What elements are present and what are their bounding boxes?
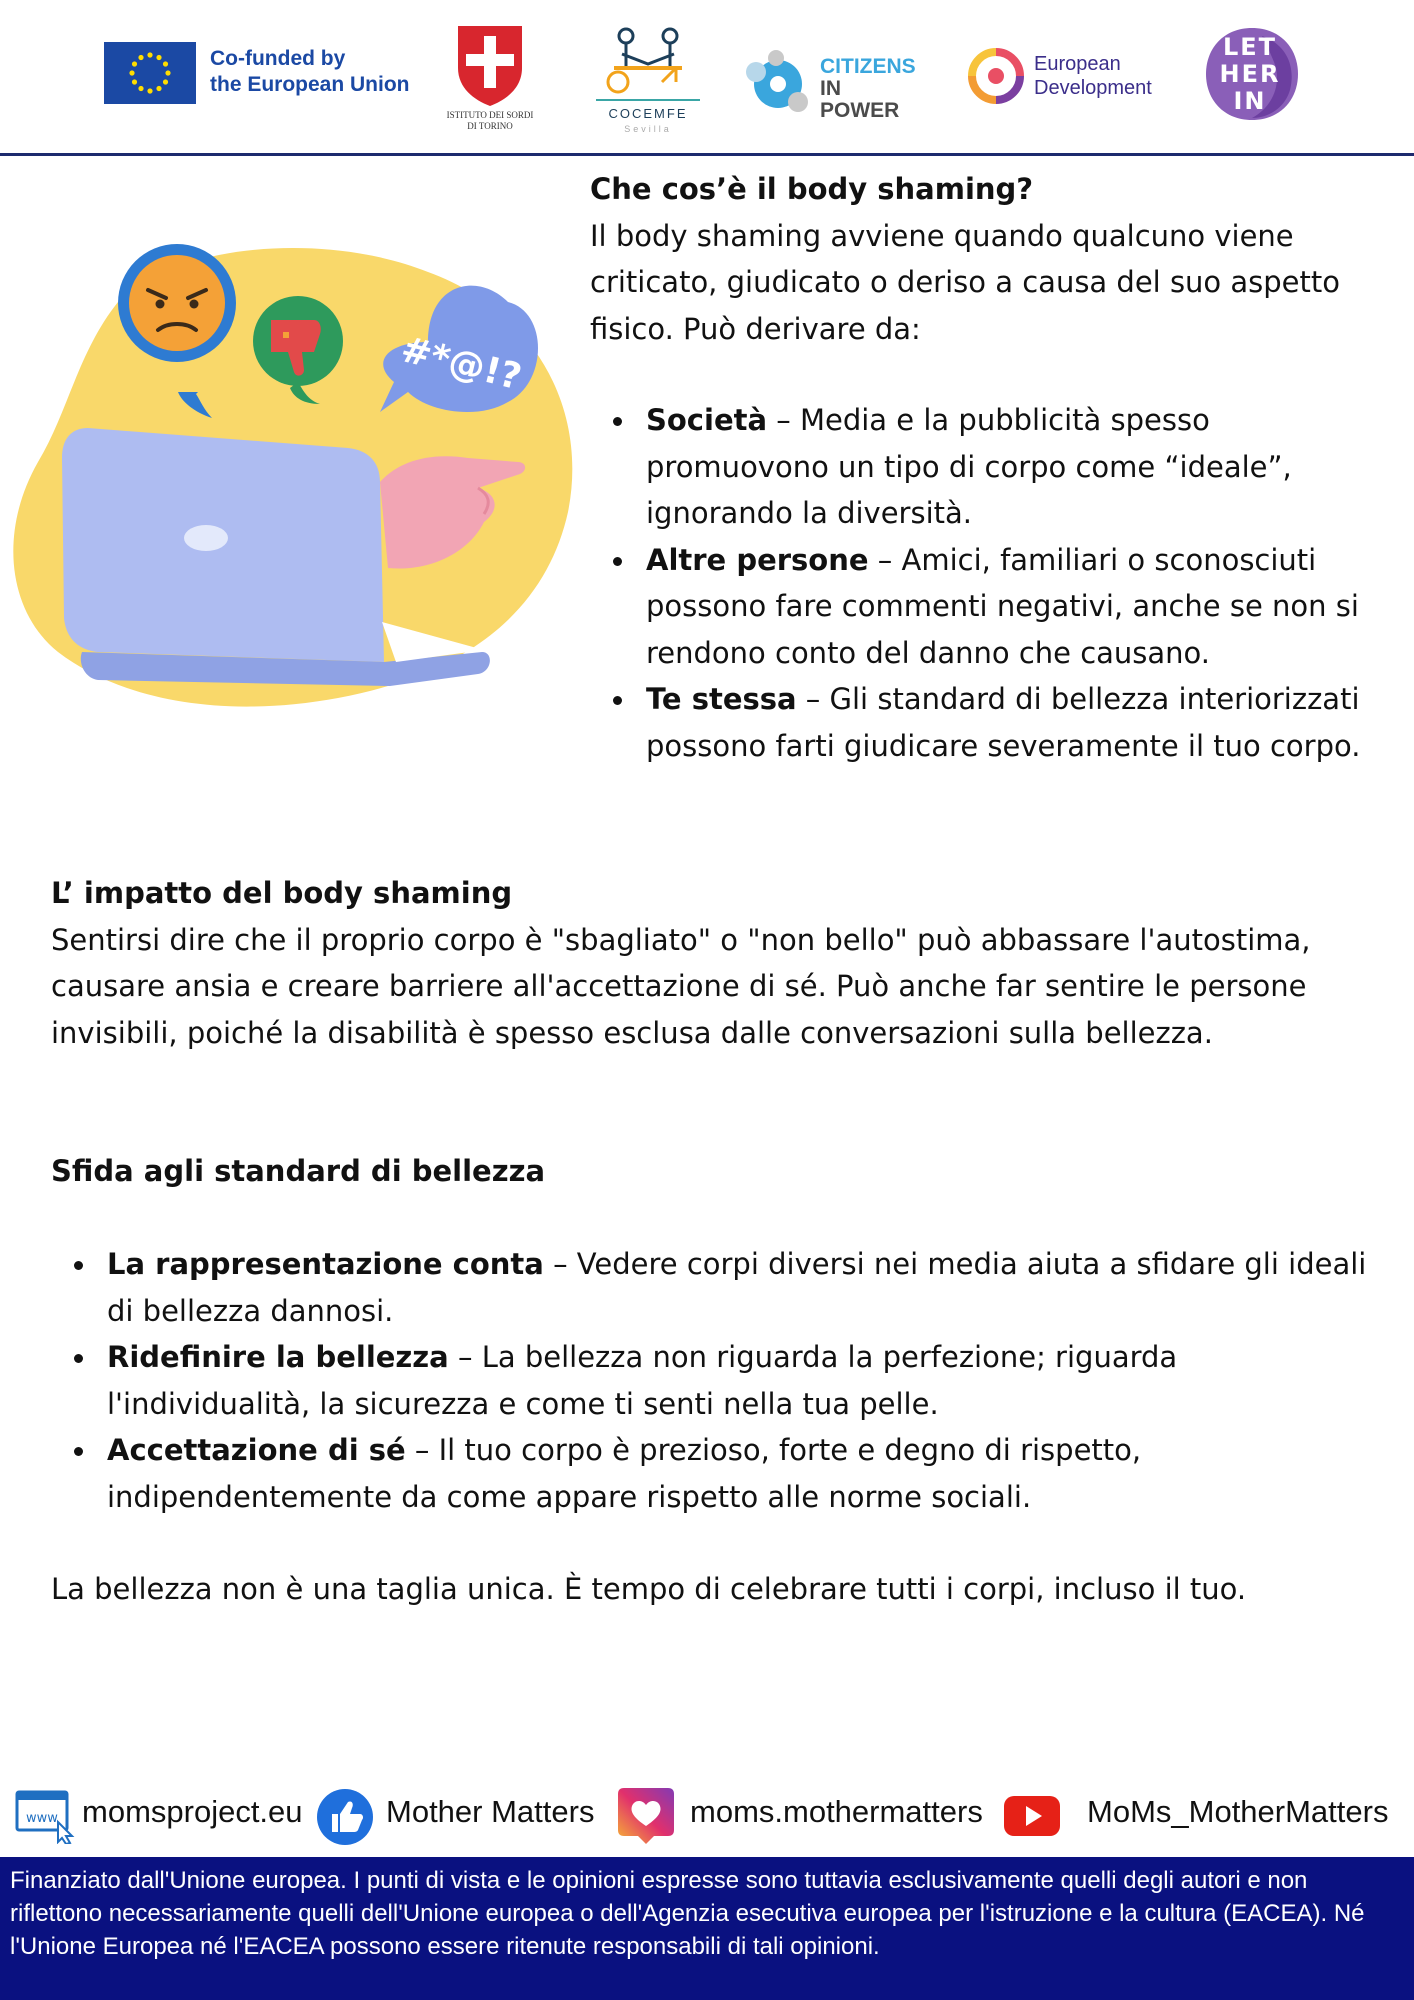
youtube-link[interactable]: MoMs_MotherMatters (1087, 1794, 1389, 1829)
social-links-bar (0, 1786, 1414, 1844)
list-item: Società – Media e la pubblicità spesso promuovono un tipo di corpo come “ideale”, ignorando la diversità. (590, 397, 1380, 537)
website-icon[interactable] (14, 1786, 76, 1844)
facebook-link[interactable]: Mother Matters (386, 1794, 595, 1829)
closing-statement: La bellezza non è una taglia unica. È tempo di celebrare tutti i corpi, incluso il tuo. (51, 1572, 1247, 1606)
list-item: La rappresentazione conta – Vedere corpi diversi nei media aiuta a sfidare gli ideali di bellezza dannosi. (51, 1241, 1371, 1334)
intro-section (590, 166, 1390, 352)
list-item: Altre persone – Amici, familiari o sconosciuti possono fare commenti negativi, anche se non si rendono conto del danno che causano. (590, 537, 1380, 677)
body-shaming-illustration (8, 232, 578, 710)
list-item: Ridefinire la bellezza – La bellezza non riguarda la perfezione; riguarda l'individualità, la sicurezza e come ti senti nella tua pelle. (51, 1334, 1371, 1427)
facebook-like-icon[interactable] (316, 1788, 374, 1846)
two-people-table-icon (592, 24, 704, 104)
beauty-standards-list (51, 1241, 1371, 1520)
challenge-heading: Sfida agli standard di bellezza (51, 1154, 546, 1188)
eu-flag-logo (104, 42, 196, 104)
svg-text:www: www (26, 1811, 58, 1826)
puzzle-people-icon (742, 44, 816, 120)
impact-paragraph: Sentirsi dire che il proprio corpo è "sbagliato" o "non bello" può abbassare l'autostima, causare ansia e creare barriere all'accettazione di sé. Può anche far sentire le persone invisibili, poiché la disabilità è spesso esclusa dalle conversazioni sulla bellezza. (51, 922, 1311, 1050)
let-her-in-logo: LET HER IN (1202, 26, 1302, 122)
intro-paragraph: Il body shaming avviene quando qualcuno viene criticato, giudicato o deriso a causa del suo aspetto fisico. Può derivare da: (590, 218, 1341, 346)
instagram-heart-icon[interactable] (616, 1786, 676, 1844)
body-shaming-sources-list (590, 397, 1380, 769)
youtube-icon[interactable] (1002, 1794, 1062, 1838)
impact-heading: L’ impatto del body shaming (51, 876, 513, 910)
disclaimer-text: Finanziato dall'Unione europea. I punti di vista e le opinioni espresse sono tuttavia esclusivamente quelli degli autori e non riflettono necessariamente quelli dell'Unione europea o dell'Agenzia esecutiva europea per l'istruzione e la cultura (EACEA). Né l'Unione Europea né l'EACEA possono essere ritenute responsabili di tali opinioni. (10, 1867, 1365, 1960)
shield-cross-icon (440, 22, 540, 110)
svg-text:#*@!?: #*@!? (396, 329, 526, 399)
eu-stars-icon (104, 42, 196, 104)
intro-heading: Che cos’è il body shaming? (590, 172, 1034, 206)
list-item: Te stessa – Gli standard di bellezza interiorizzati possono farti giudicare severamente il tuo corpo. (590, 676, 1380, 769)
citizens-in-power-logo: CITIZENS IN POWER (742, 44, 922, 120)
people-circle-icon (964, 44, 1028, 108)
eu-disclaimer-footer (0, 1857, 1414, 2000)
instagram-link[interactable]: moms.mothermatters (690, 1794, 983, 1829)
logo-header (0, 0, 1414, 156)
website-link[interactable]: momsproject.eu (82, 1794, 303, 1829)
european-development-logo: European Development (964, 44, 1184, 114)
impact-section (51, 870, 1371, 1056)
istituto-sordi-torino-logo: ISTITUTO DEI SORDI DI TORINO (440, 22, 540, 138)
list-item: Accettazione di sé – Il tuo corpo è prezioso, forte e degno di rispetto, indipendentemente da come appare rispetto alle norme sociali. (51, 1427, 1371, 1520)
cocemfe-sevilla-logo: COCEMFE Sevilla (592, 24, 704, 142)
eu-cofunded-text: Co-funded by the European Union (210, 47, 410, 96)
